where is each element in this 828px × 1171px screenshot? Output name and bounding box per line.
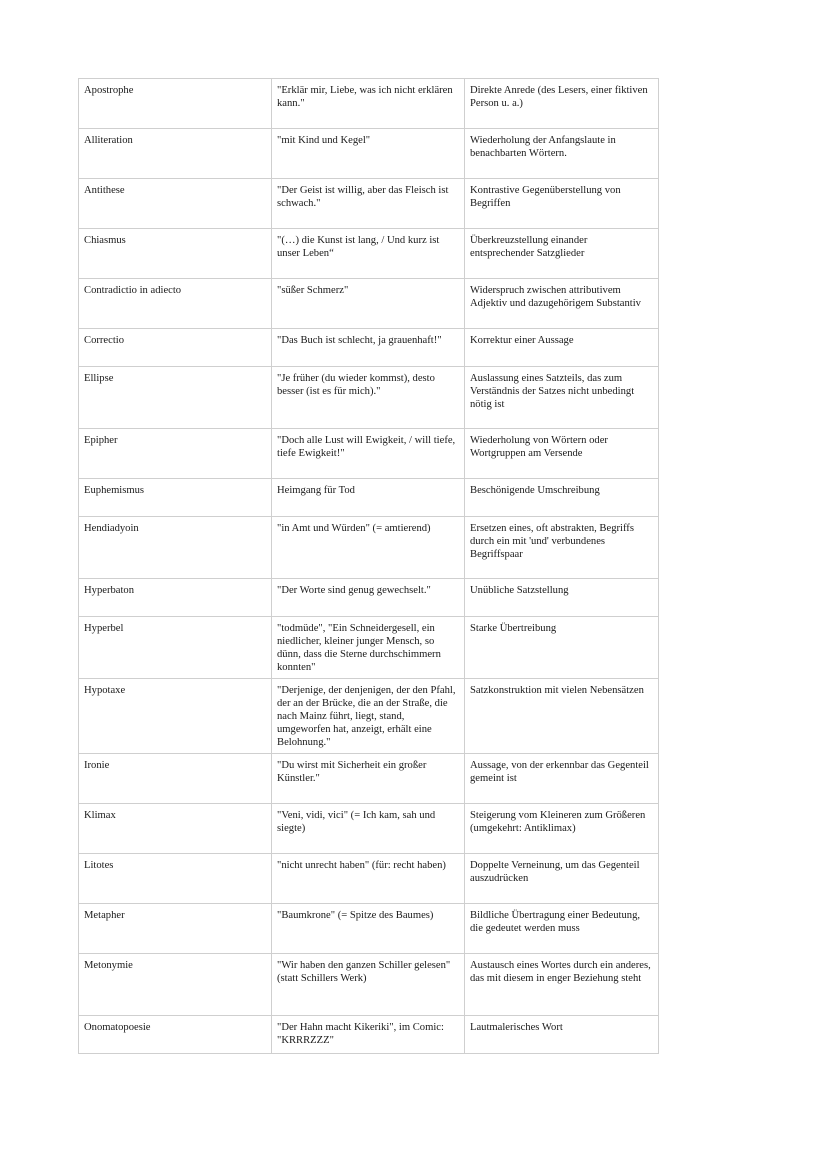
term-cell: Ellipse bbox=[79, 367, 272, 429]
term-cell: Antithese bbox=[79, 179, 272, 229]
definition-cell: Starke Übertreibung bbox=[465, 617, 659, 679]
example-cell: "Der Worte sind genug gewechselt." bbox=[272, 579, 465, 617]
table-row bbox=[79, 579, 659, 617]
term-cell: Euphemismus bbox=[79, 479, 272, 517]
definition-cell: Aussage, von der erkennbar das Gegenteil gemeint ist bbox=[465, 754, 659, 804]
example-cell: "Erklär mir, Liebe, was ich nicht erklären kann." bbox=[272, 79, 465, 129]
term-cell: Metapher bbox=[79, 904, 272, 954]
table-row bbox=[79, 617, 659, 679]
table-row bbox=[79, 804, 659, 854]
definition-cell: Widerspruch zwischen attributivem Adjektiv und dazugehörigem Substantiv bbox=[465, 279, 659, 329]
example-cell: "Das Buch ist schlecht, ja grauenhaft!" bbox=[272, 329, 465, 367]
table-row bbox=[79, 954, 659, 1016]
table-row bbox=[79, 479, 659, 517]
example-cell: "nicht unrecht haben" (für: recht haben) bbox=[272, 854, 465, 904]
definition-cell: Wiederholung von Wörtern oder Wortgruppen am Versende bbox=[465, 429, 659, 479]
example-cell: "Veni, vidi, vici" (= Ich kam, sah und siegte) bbox=[272, 804, 465, 854]
definition-cell: Wiederholung der Anfangslaute in benachbarten Wörtern. bbox=[465, 129, 659, 179]
table-row bbox=[79, 429, 659, 479]
example-cell: "Doch alle Lust will Ewigkeit, / will tiefe, tiefe Ewigkeit!" bbox=[272, 429, 465, 479]
example-cell: "Du wirst mit Sicherheit ein großer Künstler." bbox=[272, 754, 465, 804]
example-cell: "mit Kind und Kegel" bbox=[272, 129, 465, 179]
term-cell: Correctio bbox=[79, 329, 272, 367]
definition-cell: Austausch eines Wortes durch ein anderes, das mit diesem in enger Beziehung steht bbox=[465, 954, 659, 1016]
definition-cell: Kontrastive Gegenüberstellung von Begriffen bbox=[465, 179, 659, 229]
definition-cell: Auslassung eines Satzteils, das zum Verständnis der Satzes nicht unbedingt nötig ist bbox=[465, 367, 659, 429]
term-cell: Alliteration bbox=[79, 129, 272, 179]
term-cell: Hyperbaton bbox=[79, 579, 272, 617]
definition-cell: Steigerung vom Kleineren zum Größeren (umgekehrt: Antiklimax) bbox=[465, 804, 659, 854]
definition-cell: Ersetzen eines, oft abstrakten, Begriffs durch ein mit 'und' verbundenes Begriffspaar bbox=[465, 517, 659, 579]
term-cell: Contradictio in adiecto bbox=[79, 279, 272, 329]
rhetorical-devices-table bbox=[78, 78, 659, 1054]
table-row bbox=[79, 904, 659, 954]
term-cell: Onomatopoesie bbox=[79, 1016, 272, 1054]
example-cell: "Je früher (du wieder kommst), desto besser (ist es für mich)." bbox=[272, 367, 465, 429]
term-cell: Chiasmus bbox=[79, 229, 272, 279]
term-cell: Hendiadyoin bbox=[79, 517, 272, 579]
definition-cell: Satzkonstruktion mit vielen Nebensätzen bbox=[465, 679, 659, 754]
definition-cell: Doppelte Verneinung, um das Gegenteil auszudrücken bbox=[465, 854, 659, 904]
table-row bbox=[79, 1016, 659, 1054]
table-row bbox=[79, 329, 659, 367]
example-cell: "todmüde", "Ein Schneidergesell, ein niedlicher, kleiner junger Mensch, so dünn, dass die Sterne durchschimmern konnten" bbox=[272, 617, 465, 679]
term-cell: Klimax bbox=[79, 804, 272, 854]
definition-cell: Überkreuzstellung einander entsprechender Satzglieder bbox=[465, 229, 659, 279]
term-cell: Litotes bbox=[79, 854, 272, 904]
example-cell: "süßer Schmerz" bbox=[272, 279, 465, 329]
definition-cell: Direkte Anrede (des Lesers, einer fiktiven Person u. a.) bbox=[465, 79, 659, 129]
term-cell: Metonymie bbox=[79, 954, 272, 1016]
term-cell: Hyperbel bbox=[79, 617, 272, 679]
table-row bbox=[79, 754, 659, 804]
table-row bbox=[79, 179, 659, 229]
definition-cell: Beschönigende Umschreibung bbox=[465, 479, 659, 517]
definition-cell: Unübliche Satzstellung bbox=[465, 579, 659, 617]
definition-cell: Korrektur einer Aussage bbox=[465, 329, 659, 367]
example-cell: Heimgang für Tod bbox=[272, 479, 465, 517]
example-cell: "in Amt und Würden" (= amtierend) bbox=[272, 517, 465, 579]
term-cell: Epipher bbox=[79, 429, 272, 479]
table-row bbox=[79, 79, 659, 129]
definition-cell: Lautmalerisches Wort bbox=[465, 1016, 659, 1054]
example-cell: "Wir haben den ganzen Schiller gelesen" (statt Schillers Werk) bbox=[272, 954, 465, 1016]
table-body bbox=[79, 79, 659, 1054]
example-cell: "Der Hahn macht Kikeriki", im Comic: "KRRRZZZ" bbox=[272, 1016, 465, 1054]
example-cell: "Derjenige, der denjenigen, der den Pfahl, der an der Brücke, die an der Straße, die nach Mainz führt, liegt, stand, umgeworfen hat, anzeigt, erhält eine Belohnung." bbox=[272, 679, 465, 754]
term-cell: Apostrophe bbox=[79, 79, 272, 129]
definition-cell: Bildliche Übertragung einer Bedeutung, die gedeutet werden muss bbox=[465, 904, 659, 954]
table-row bbox=[79, 679, 659, 754]
table-row bbox=[79, 229, 659, 279]
example-cell: "Baumkrone" (= Spitze des Baumes) bbox=[272, 904, 465, 954]
table-row bbox=[79, 129, 659, 179]
term-cell: Hypotaxe bbox=[79, 679, 272, 754]
document-page bbox=[78, 78, 658, 1054]
table-row bbox=[79, 517, 659, 579]
example-cell: "Der Geist ist willig, aber das Fleisch ist schwach." bbox=[272, 179, 465, 229]
table-row bbox=[79, 279, 659, 329]
term-cell: Ironie bbox=[79, 754, 272, 804]
table-row bbox=[79, 854, 659, 904]
example-cell: "(…) die Kunst ist lang, / Und kurz ist unser Leben“ bbox=[272, 229, 465, 279]
table-row bbox=[79, 367, 659, 429]
